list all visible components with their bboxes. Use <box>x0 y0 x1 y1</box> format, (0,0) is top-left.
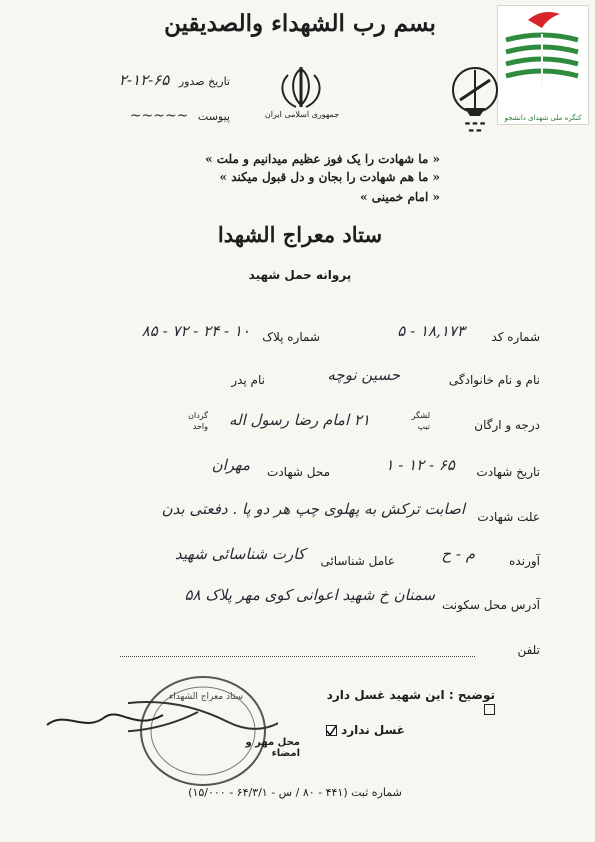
irgc-emblem <box>440 60 510 160</box>
tag-value: ۱۰ - ۲۴ - ۷۲ - ۸۵ <box>141 322 250 340</box>
no-wash-row <box>320 723 405 737</box>
martyrdom-place-value: مهران <box>211 456 250 474</box>
quote-attribution: « امام خمینی » <box>360 190 440 204</box>
has-wash-checkbox[interactable] <box>484 704 495 715</box>
tag-label: شماره پلاک <box>262 330 320 344</box>
attachment-scribble: ~~~~~ <box>129 108 189 124</box>
unit-battalion-label: گردان <box>188 411 208 420</box>
identification-agent-value: کارت شناسائی شهید <box>175 545 305 563</box>
quote-line-1: « ما شهادت را یک فوز عظیم میدانیم و ملت » <box>205 152 440 166</box>
wash-note-row <box>320 688 495 716</box>
name-label: نام و نام خانوادگی <box>448 373 540 387</box>
identification-agent-label: عامل شناسائی <box>320 554 395 568</box>
issue-date-value: ۶۵-۱۲-۲ <box>118 71 170 89</box>
unit-brigade-label: تیپ <box>417 422 430 431</box>
address-value: سمنان خ شهید اعوانی کوی مهر پلاک ۵۸ <box>184 586 435 604</box>
name-value: حسین نوچه <box>327 366 400 384</box>
unit-type-block <box>380 410 430 432</box>
phone-label: تلفن <box>517 643 540 657</box>
attachment-label: پیوست <box>197 110 230 123</box>
father-name-label: نام پدر <box>231 373 265 387</box>
seal-label: محل مهر و امضاء <box>245 737 300 759</box>
issue-date-label: تاریخ صدور <box>178 75 230 88</box>
check-mark-icon <box>327 726 336 735</box>
phone-dotted-line <box>120 656 475 657</box>
unit-division-label: لشگر <box>411 411 430 420</box>
signature <box>45 705 165 735</box>
rank-label: درجه و ارگان <box>474 418 540 432</box>
irgc-emblem-text: ▬ ▬ ▬ ▬ ▬ <box>464 120 486 134</box>
martyrdom-date-value: ۶۵ - ۱۲ - ۱ <box>385 456 455 474</box>
unit-section-label: واحد <box>192 422 208 431</box>
attachment-row <box>60 108 230 124</box>
quote-line-2: « ما هم شهادت را بجان و دل قبول میکند » <box>219 170 440 184</box>
cause-label: علت شهادت <box>477 510 540 524</box>
document-subtitle: پروانه حمل شهید <box>248 268 352 282</box>
no-wash-label: غسل ندارد <box>341 723 405 737</box>
stamp-text: ستاد معراج الشهداء <box>168 692 244 702</box>
issue-date-row <box>60 71 230 89</box>
student-martyrs-congress-logo <box>497 5 589 125</box>
document-title: ستاد معراج الشهدا <box>217 222 383 247</box>
martyrdom-place-label: محل شهادت <box>267 465 330 479</box>
book-wings-logo-icon <box>498 6 586 106</box>
iran-emblem <box>266 65 336 135</box>
irgc-emblem-icon <box>440 60 510 120</box>
iran-emblem-icon <box>266 65 336 111</box>
code-value: ۱۸,۱۷۳ - ۵ <box>397 322 465 340</box>
registration-number: شماره ثبت (۴۴۱ - ۸۰ / س - ۶۴/۳/۱ - ۱۵/۰۰۰) <box>188 786 402 799</box>
cause-value: اصابت ترکش به پهلوی چپ هر دو پا . دفعتی بدن <box>161 500 465 518</box>
wash-note-label: توضیح : این شهید غسل دارد <box>326 688 495 702</box>
handwritten-signature-icon <box>45 705 165 735</box>
rank-value: ۲۱ امام رضا رسول اله <box>228 411 370 429</box>
bringer-value: م - ح <box>441 545 475 563</box>
address-label: آدرس محل سکونت <box>441 598 540 612</box>
bringer-label: آورنده <box>509 554 540 568</box>
code-label: شماره کد <box>491 330 540 344</box>
bismillah-heading: بسم رب الشهداء والصدیقین <box>164 10 436 37</box>
martyrdom-date-label: تاریخ شهادت <box>476 465 540 479</box>
iran-emblem-label: جمهوری اسلامی ایران <box>264 110 340 119</box>
logo-caption: کنگره ملی شهدای دانشجو <box>504 114 582 122</box>
no-wash-checkbox[interactable] <box>326 725 337 736</box>
